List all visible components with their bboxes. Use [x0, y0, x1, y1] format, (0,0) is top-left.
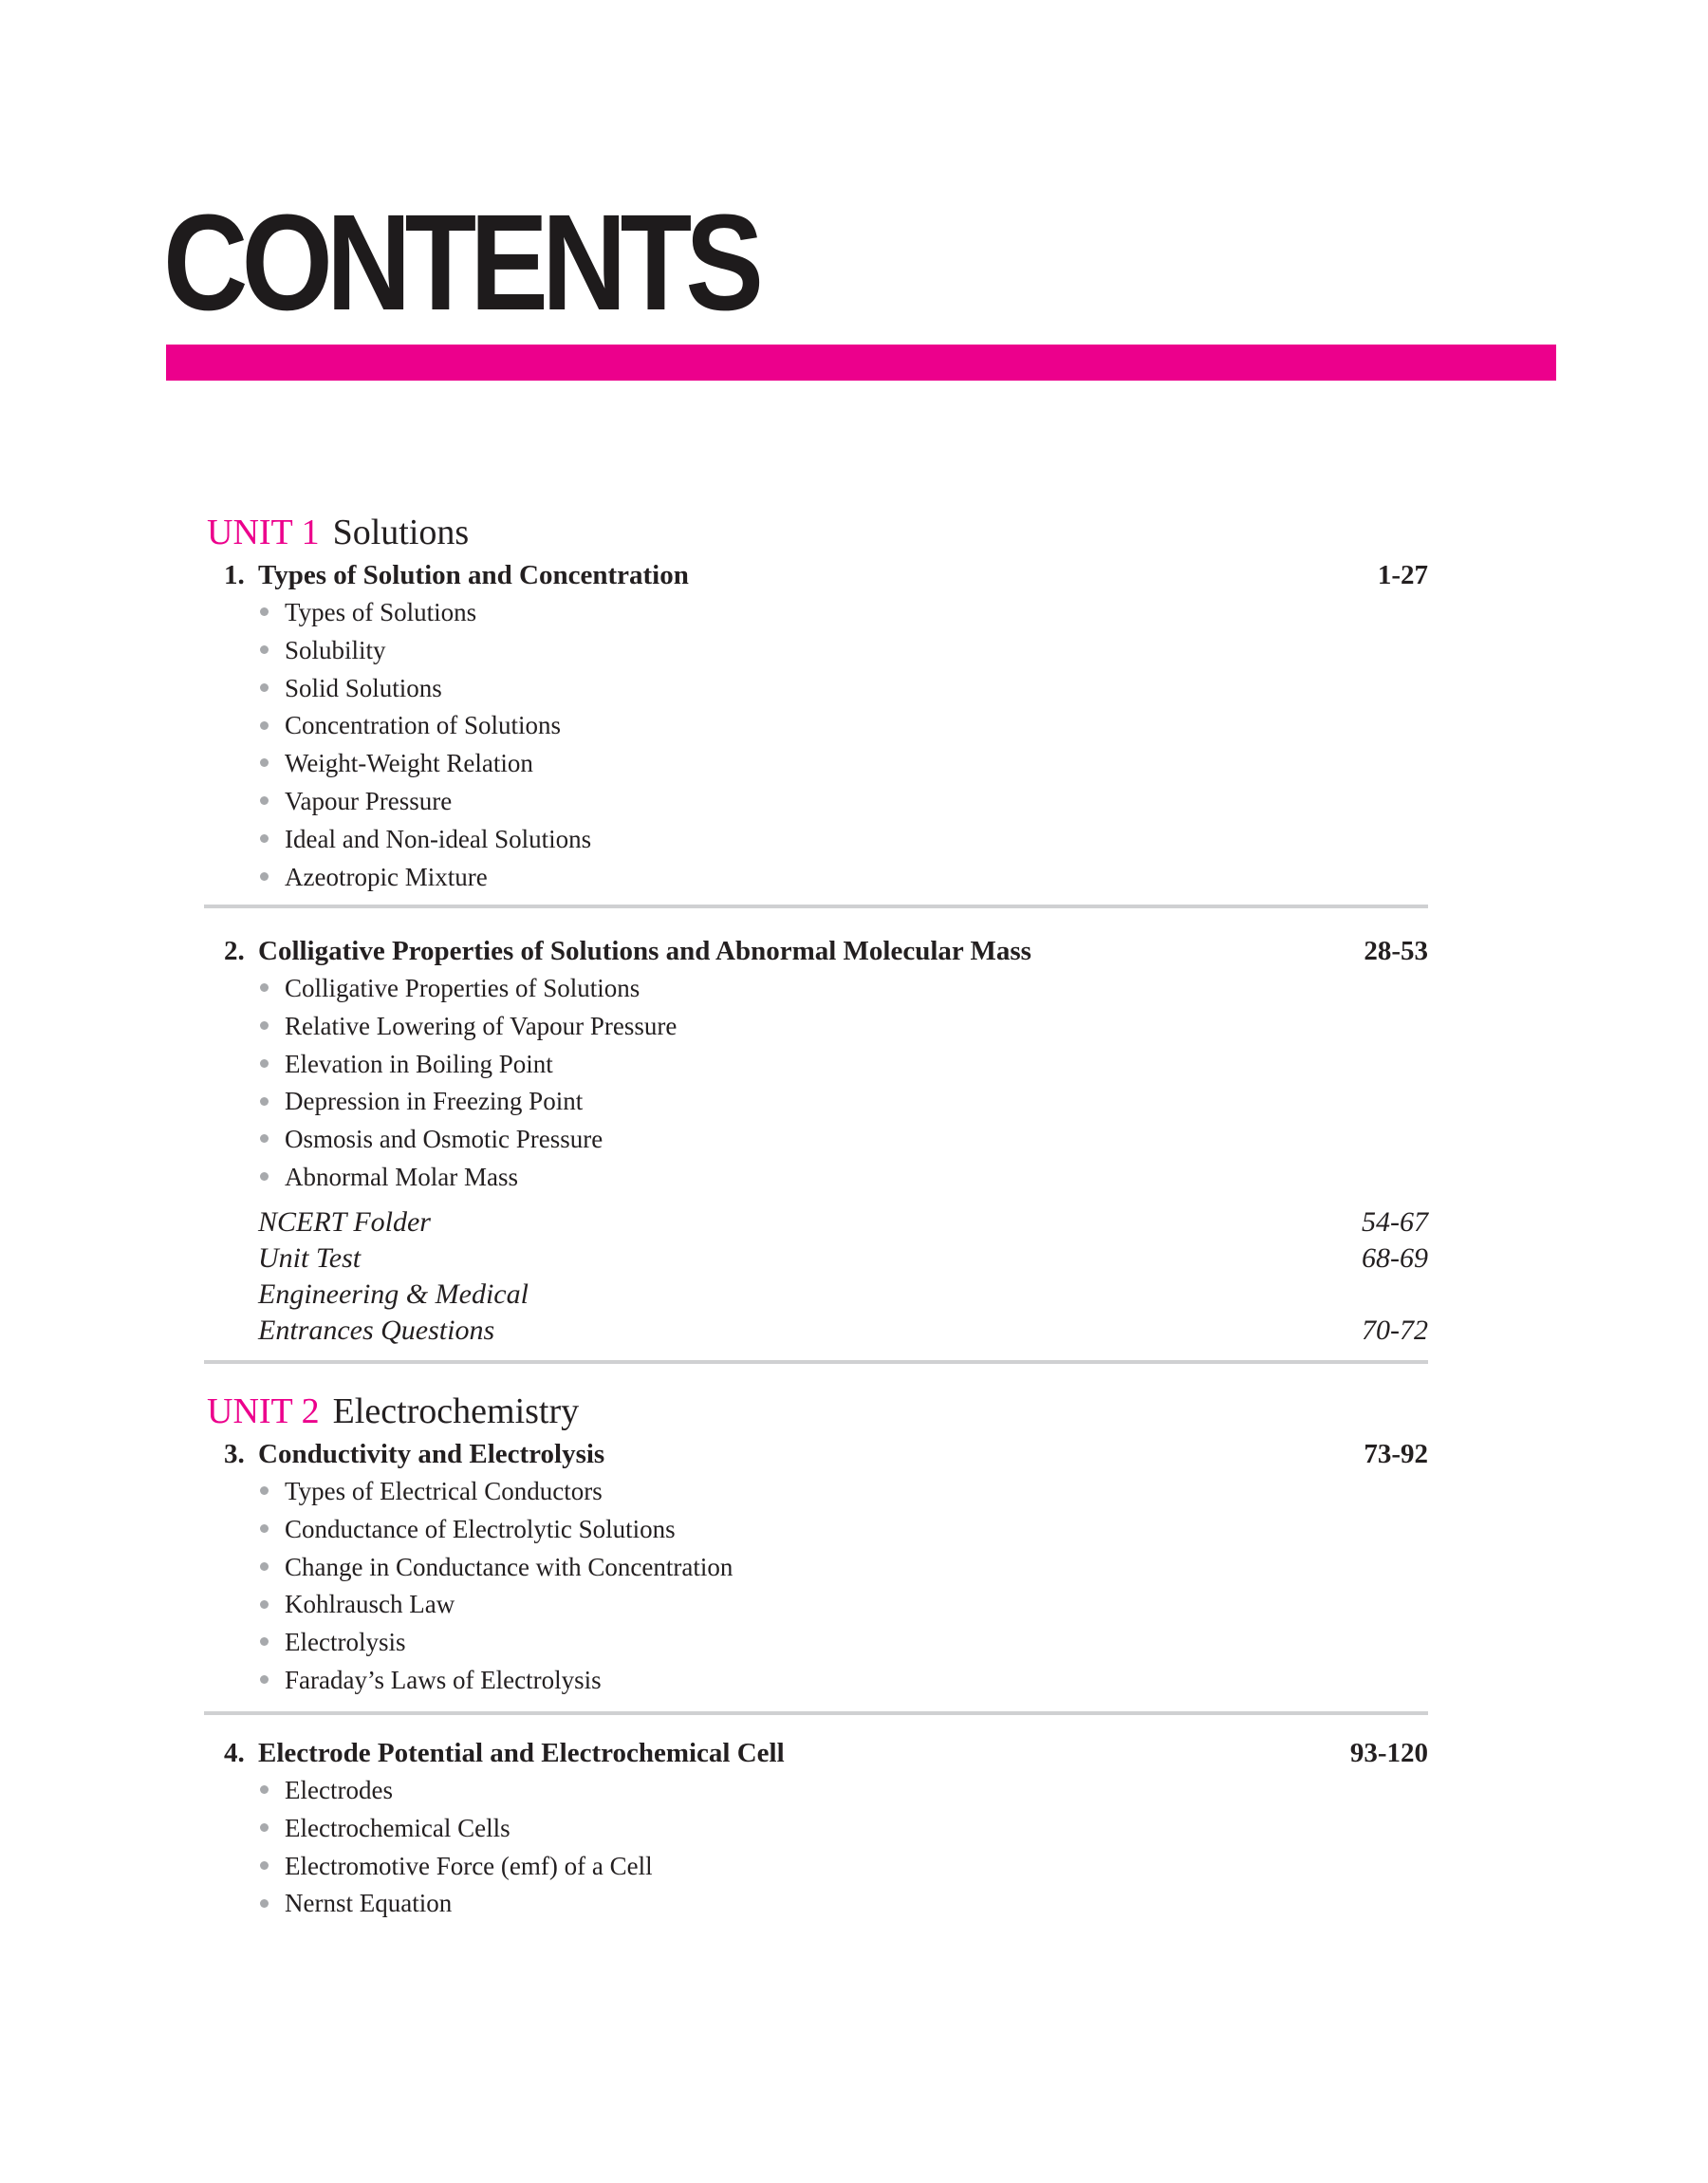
topic-item: [260, 1850, 653, 1882]
extra-item: Unit Test: [258, 1242, 362, 1274]
topic-item: [260, 1588, 455, 1620]
topic-item: [260, 861, 488, 893]
chapter-title: [224, 1736, 785, 1770]
topic-item: [260, 1048, 553, 1080]
topic-item: [260, 1626, 405, 1658]
topic-item: [260, 823, 591, 855]
topic-label: Elevation in Boiling Point: [285, 1049, 553, 1078]
topic-item: [260, 634, 386, 666]
topic-label: Change in Conductance with Concentration: [285, 1552, 733, 1581]
topic-item: [260, 1551, 733, 1583]
bullet-icon: [260, 683, 269, 692]
bullet-icon: [260, 1637, 269, 1646]
topic-label: Conductance of Electrolytic Solutions: [285, 1514, 676, 1543]
bullet-icon: [260, 1899, 269, 1908]
topic-label: Osmosis and Osmotic Pressure: [285, 1125, 603, 1154]
bullet-icon: [260, 1021, 269, 1030]
extra-item: Engineering & Medical: [258, 1278, 529, 1310]
topic-label: Faraday’s Laws of Electrolysis: [285, 1666, 602, 1694]
chapter-number: 4.: [224, 1738, 245, 1768]
topic-item: [260, 596, 476, 628]
bullet-icon: [260, 1785, 269, 1794]
bullet-icon: [260, 758, 269, 767]
topic-label: Relative Lowering of Vapour Pressure: [285, 1011, 678, 1040]
extra-pages: 70-72: [1362, 1315, 1428, 1346]
unit-name: Electrochemistry: [332, 1391, 580, 1431]
chapter-pages: 73-92: [1364, 1439, 1428, 1469]
bullet-icon: [260, 834, 269, 843]
topic-item: [260, 785, 452, 817]
chapter-title: [224, 1437, 604, 1471]
topic-item: [260, 1085, 583, 1117]
unit-label: UNIT 1: [207, 513, 320, 552]
chapter-name: Electrode Potential and Electrochemical Cell: [258, 1738, 785, 1768]
bullet-icon: [260, 1524, 269, 1533]
bullet-icon: [260, 983, 269, 992]
topic-item: [260, 1475, 603, 1507]
topic-label: Azeotropic Mixture: [285, 862, 488, 891]
topic-label: Types of Electrical Conductors: [285, 1477, 603, 1505]
topic-item: [260, 1774, 393, 1806]
topic-label: Electrodes: [285, 1776, 393, 1804]
topic-label: Nernst Equation: [285, 1889, 453, 1918]
topic-label: Electromotive Force (emf) of a Cell: [285, 1851, 653, 1880]
topic-label: Kohlrausch Law: [285, 1590, 455, 1619]
section-divider: [204, 1360, 1428, 1364]
chapter-number: 3.: [224, 1439, 245, 1469]
bullet-icon: [260, 1059, 269, 1068]
topic-label: Abnormal Molar Mass: [285, 1163, 518, 1191]
chapter-pages: 93-120: [1349, 1738, 1428, 1768]
topic-item: [260, 747, 533, 779]
topic-item: [260, 1010, 677, 1042]
extra-item: NCERT Folder: [258, 1206, 431, 1238]
bullet-icon: [260, 796, 269, 805]
unit-label: UNIT 2: [207, 1391, 320, 1431]
topic-item: [260, 1161, 518, 1193]
bullet-icon: [260, 1562, 269, 1571]
chapter-title: [224, 934, 1031, 968]
bullet-icon: [260, 1823, 269, 1832]
chapter-pages: 28-53: [1364, 936, 1428, 966]
bullet-icon: [260, 1134, 269, 1143]
chapter-title: [224, 558, 689, 592]
topic-label: Weight-Weight Relation: [285, 749, 533, 778]
extra-item: Entrances Questions: [258, 1315, 495, 1346]
bullet-icon: [260, 1097, 269, 1106]
chapter-number: 2.: [224, 936, 245, 966]
unit-heading: [207, 1390, 579, 1433]
topic-item: [260, 972, 640, 1004]
chapter-pages: 1-27: [1377, 560, 1428, 590]
topic-label: Colligative Properties of Solutions: [285, 974, 640, 1002]
bullet-icon: [260, 1486, 269, 1495]
topic-label: Electrochemical Cells: [285, 1813, 511, 1842]
topic-label: Concentration of Solutions: [285, 711, 561, 740]
chapter-name: Conductivity and Electrolysis: [258, 1439, 605, 1469]
topic-label: Vapour Pressure: [285, 787, 453, 815]
topic-item: [260, 709, 561, 741]
topic-label: Types of Solutions: [285, 598, 477, 626]
bullet-icon: [260, 721, 269, 730]
topic-label: Solid Solutions: [285, 673, 442, 702]
bullet-icon: [260, 607, 269, 616]
topic-label: Electrolysis: [285, 1628, 406, 1657]
section-divider: [204, 905, 1428, 908]
bullet-icon: [260, 1675, 269, 1684]
topic-item: [260, 1887, 452, 1919]
topic-item: [260, 1123, 603, 1155]
topic-item: [260, 672, 442, 704]
bullet-icon: [260, 1861, 269, 1870]
page-title: CONTENTS: [163, 186, 758, 339]
bullet-icon: [260, 872, 269, 881]
topic-item: [260, 1664, 602, 1696]
chapter-name: Colligative Properties of Solutions and Abnormal Molecular Mass: [258, 936, 1031, 966]
extra-pages: 68-69: [1362, 1242, 1428, 1274]
bullet-icon: [260, 645, 269, 654]
topic-label: Ideal and Non-ideal Solutions: [285, 824, 592, 853]
topic-item: [260, 1812, 511, 1844]
extra-pages: 54-67: [1362, 1206, 1428, 1238]
chapter-name: Types of Solution and Concentration: [258, 560, 689, 590]
unit-heading: [207, 511, 469, 554]
section-divider: [204, 1711, 1428, 1715]
title-accent-bar: [166, 345, 1556, 381]
topic-item: [260, 1513, 676, 1545]
bullet-icon: [260, 1600, 269, 1609]
chapter-number: 1.: [224, 560, 245, 590]
topic-label: Depression in Freezing Point: [285, 1087, 584, 1116]
bullet-icon: [260, 1172, 269, 1181]
unit-name: Solutions: [332, 513, 470, 552]
topic-label: Solubility: [285, 635, 386, 664]
